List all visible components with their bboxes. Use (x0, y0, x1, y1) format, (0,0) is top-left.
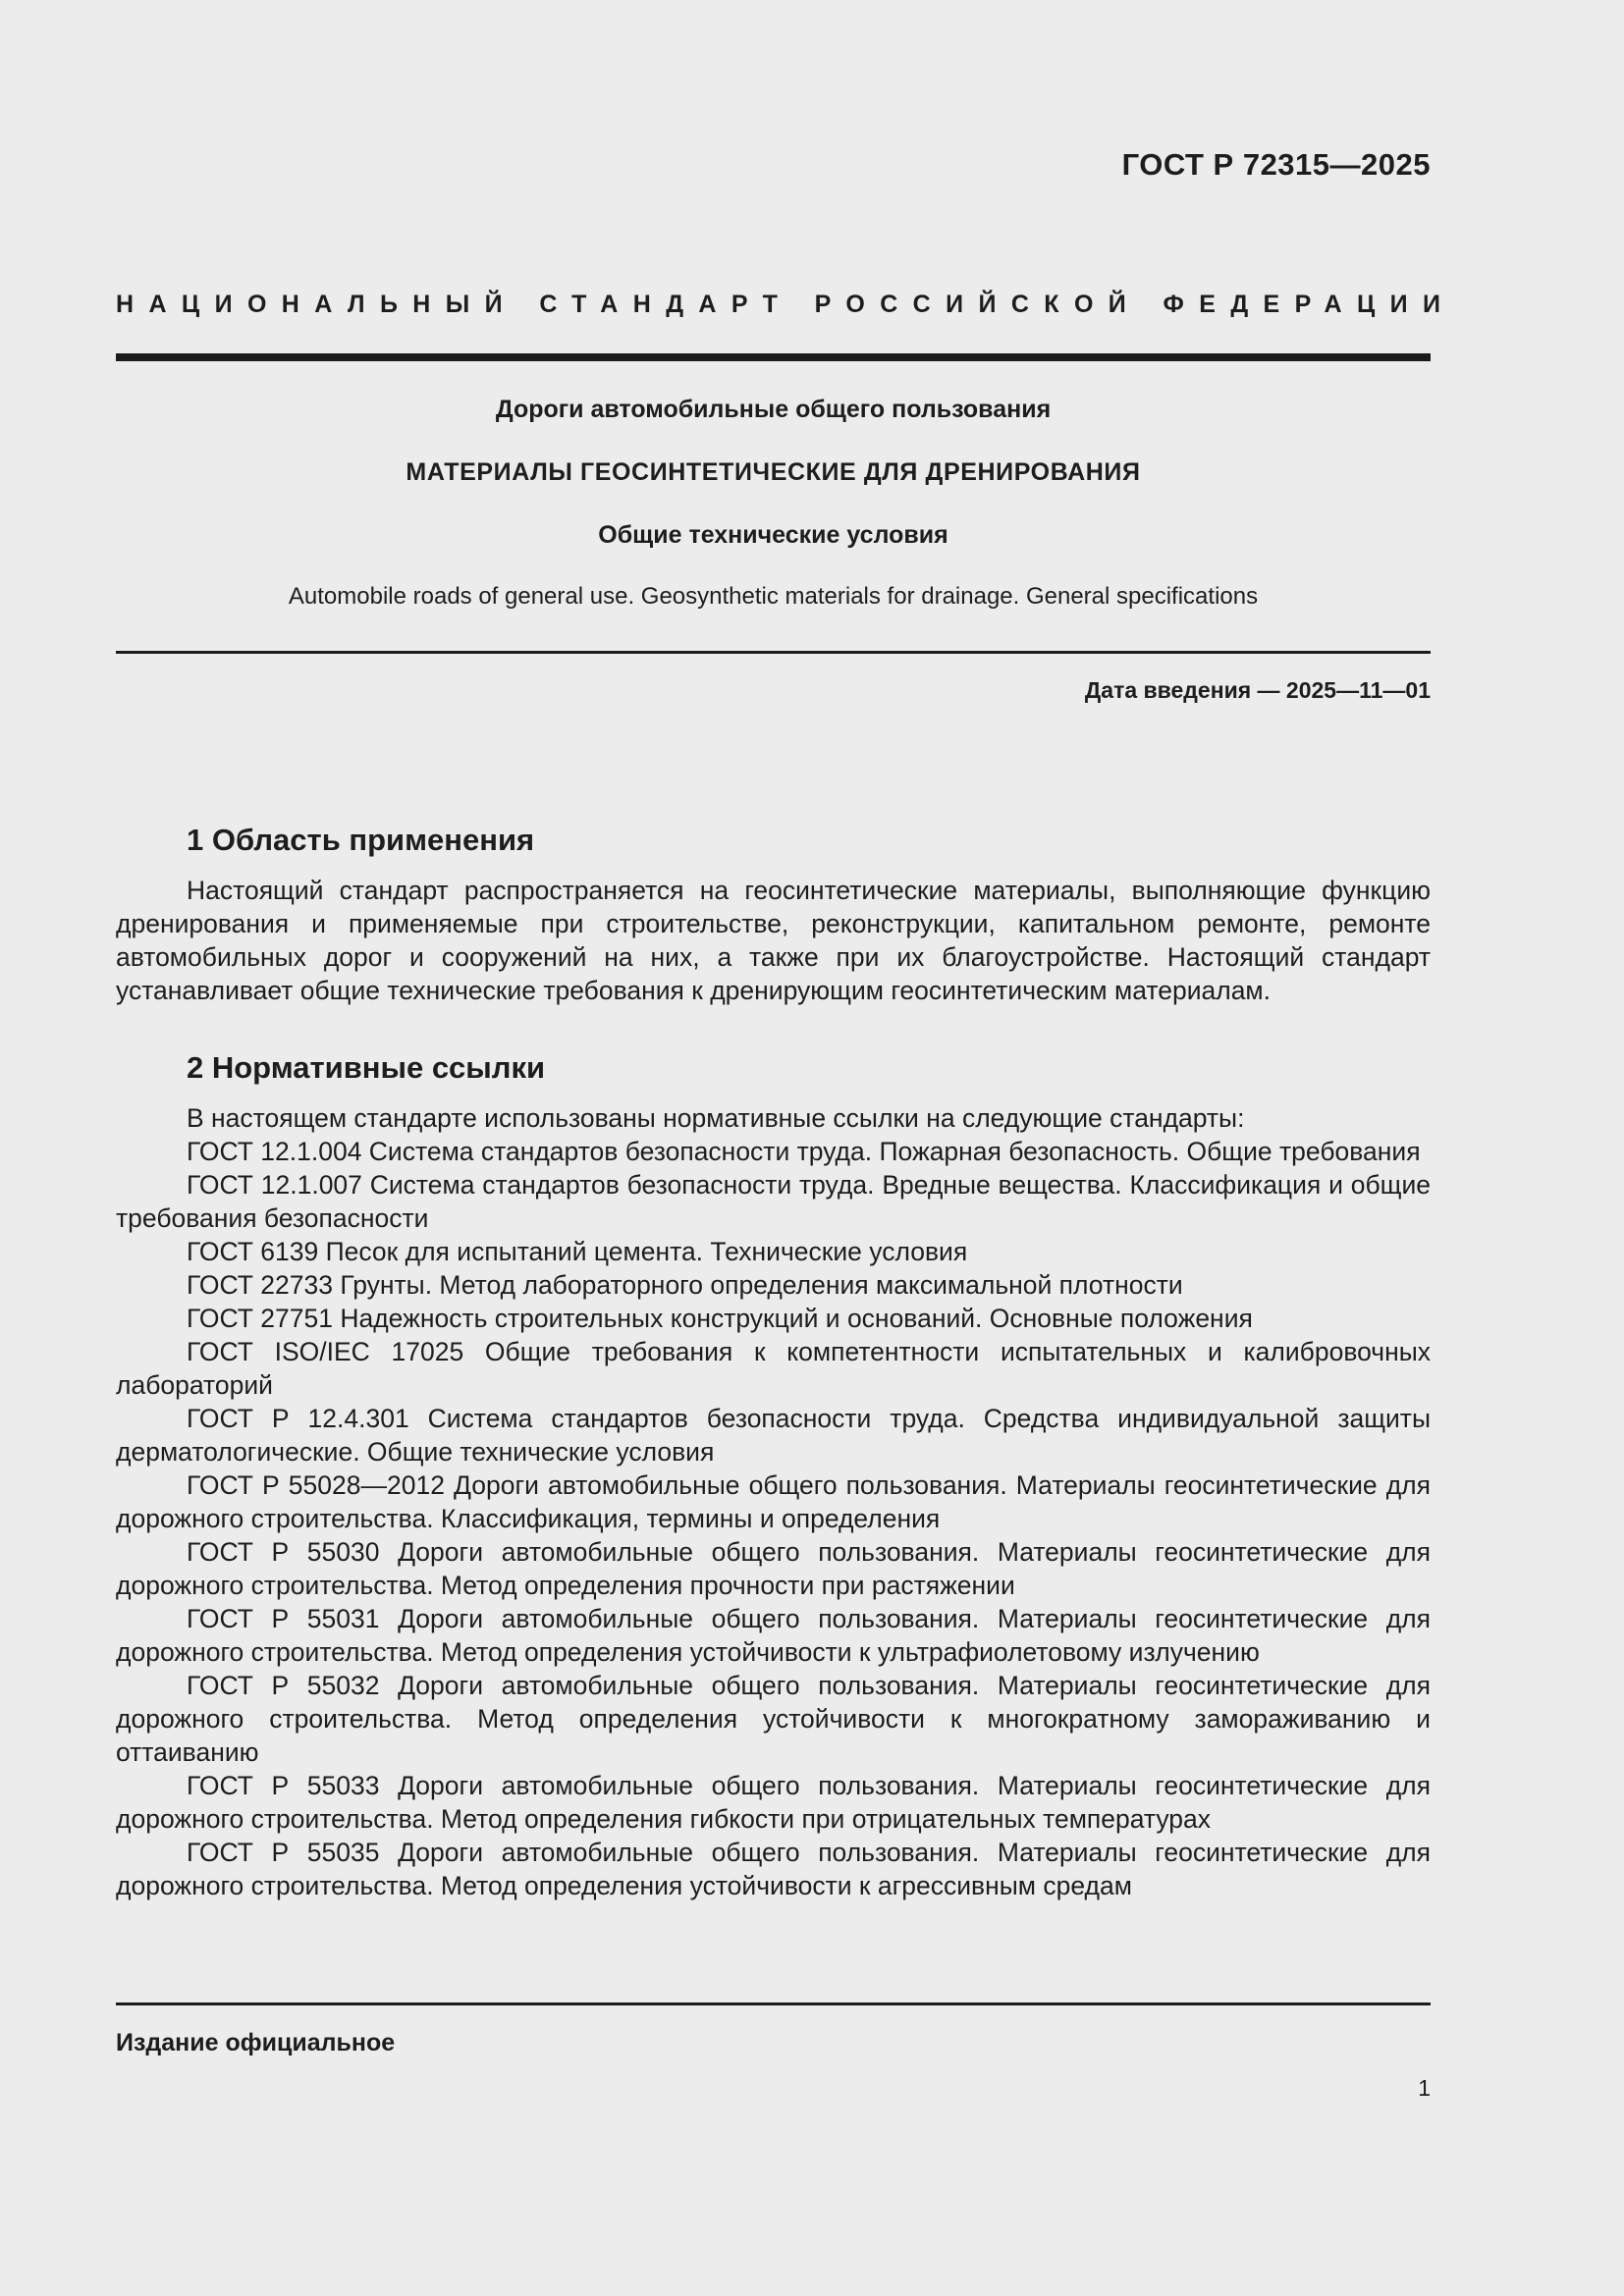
reference-item: ГОСТ Р 12.4.301 Система стандартов безопасности труда. Средства индивидуальной защиты дерматологические. Общие технические условия (116, 1404, 1431, 1467)
introduction-date: Дата введения — 2025—11—01 (1084, 677, 1431, 703)
title-line-1: Дороги автомобильные общего пользования (495, 396, 1052, 423)
title-rule (116, 651, 1431, 654)
title-line-3: Общие технические условия (598, 521, 948, 549)
section-1-text: Настоящий стандарт распространяется на геосинтетические материалы, выполняющие функцию дренирования и применяемые при строительстве, реконструкции, капитальном ремонте, ремонте автомобильных дорог и сооружений на них, а также при их благоустройстве. Настоящий стандарт устанавливает общие технические требования к дренирующим геосинтетическим материалам. (116, 876, 1431, 1005)
reference-item: ГОСТ ISO/IEC 17025 Общие требования к компетентности испытательных и калибровочных лабораторий (116, 1337, 1431, 1400)
footer-rule (116, 2002, 1431, 2005)
section-1-heading: 1 Область применения (187, 823, 535, 857)
reference-item: ГОСТ 22733 Грунты. Метод лабораторного определения максимальной плотности (187, 1270, 1183, 1300)
reference-item: ГОСТ 6139 Песок для испытаний цемента. Технические условия (187, 1237, 968, 1266)
reference-item: ГОСТ Р 55035 Дороги автомобильные общего пользования. Материалы геосинтетические для дорожного строительства. Метод определения устойчивости к агрессивным средам (116, 1838, 1431, 1900)
reference-item: ГОСТ Р 55028—2012 Дороги автомобильные общего пользования. Материалы геосинтетические для дорожного строительства. Классификация, термины и определения (116, 1470, 1431, 1533)
official-edition-label: Издание официальное (116, 2029, 396, 2056)
title-line-2: МАТЕРИАЛЫ ГЕОСИНТЕТИЧЕСКИЕ ДЛЯ ДРЕНИРОВАНИЯ (406, 458, 1141, 486)
page-number: 1 (1418, 2075, 1431, 2101)
reference-item: ГОСТ 27751 Надежность строительных конструкций и оснований. Основные положения (187, 1304, 1253, 1333)
reference-item: ГОСТ Р 55030 Дороги автомобильные общего пользования. Материалы геосинтетические для дорожного строительства. Метод определения прочности при растяжении (116, 1537, 1431, 1600)
english-title: Automobile roads of general use. Geosynthetic materials for drainage. General specifications (288, 583, 1259, 610)
header-rule (116, 353, 1431, 361)
reference-item: ГОСТ Р 55031 Дороги автомобильные общего пользования. Материалы геосинтетические для дорожного строительства. Метод определения устойчивости к ультрафиолетовому излучению (116, 1604, 1431, 1667)
document-body (116, 821, 1431, 1902)
national-standard-line: НАЦИОНАЛЬНЫЙ СТАНДАРТ РОССИЙСКОЙ ФЕДЕРАЦИИ (116, 291, 1456, 318)
reference-item: ГОСТ 12.1.004 Система стандартов безопасности труда. Пожарная безопасность. Общие требования (187, 1137, 1421, 1166)
reference-item: ГОСТ Р 55032 Дороги автомобильные общего пользования. Материалы геосинтетические для дорожного строительства. Метод определения устойчивости к многократному замораживанию и оттаиванию (116, 1671, 1431, 1767)
section-2-heading: 2 Нормативные ссылки (187, 1050, 546, 1085)
standard-number: ГОСТ Р 72315—2025 (1121, 147, 1431, 182)
reference-item: ГОСТ Р 55033 Дороги автомобильные общего пользования. Материалы геосинтетические для дорожного строительства. Метод определения гибкости при отрицательных температурах (116, 1771, 1431, 1834)
reference-item: ГОСТ 12.1.007 Система стандартов безопасности труда. Вредные вещества. Классификация и общие требования безопасности (116, 1170, 1431, 1233)
section-2-intro: В настоящем стандарте использованы нормативные ссылки на следующие стандарты: (187, 1103, 1245, 1133)
